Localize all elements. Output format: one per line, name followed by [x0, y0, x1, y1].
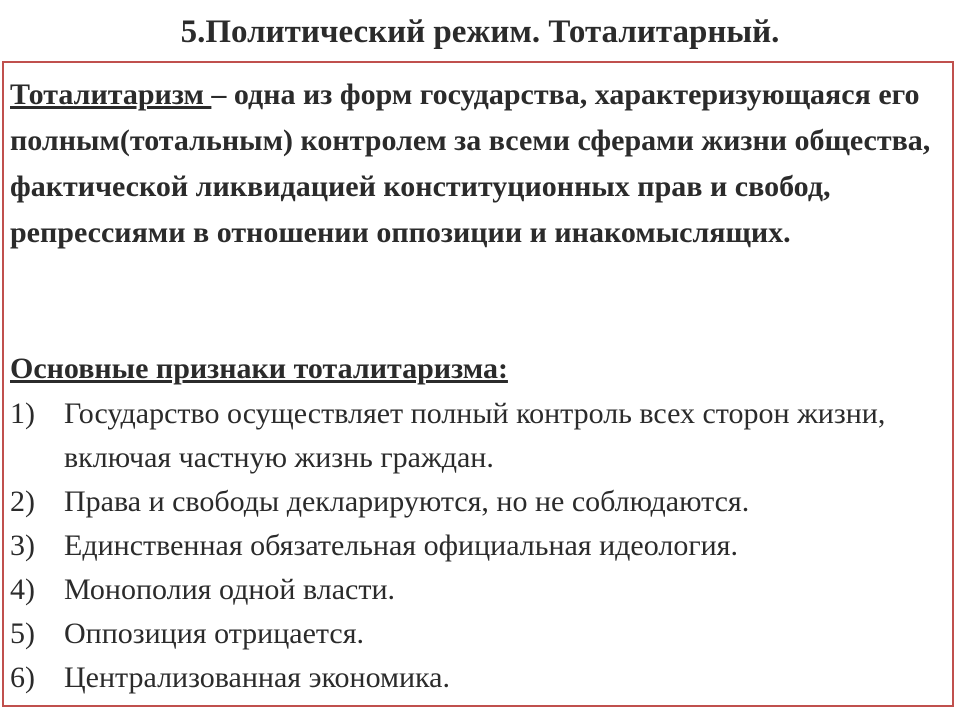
feature-item [10, 656, 940, 700]
feature-text: Государство осуществляет полный контроль всех сторон жизни, включая частную жизнь граждан. [64, 397, 886, 474]
slide-title: 5.Политический режим. Тоталитарный. [180, 14, 780, 50]
feature-text: Централизованная экономика. [64, 661, 450, 694]
feature-text: Права и свободы декларируются, но не соблюдаются. [64, 485, 750, 518]
feature-text: Оппозиция отрицается. [64, 617, 364, 650]
features-list [10, 392, 940, 700]
features-heading: Основные признаки тоталитаризма: [10, 352, 508, 385]
feature-number: 4) [10, 573, 35, 606]
feature-item [10, 480, 940, 524]
feature-item [10, 392, 940, 480]
feature-text: Единственная обязательная официальная идеология. [64, 529, 738, 562]
feature-number: 5) [10, 617, 35, 650]
definition-paragraph [10, 72, 940, 256]
definition-text: – одна из форм государства, характеризующаяся его полным(тотальным) контролем за всеми сферами жизни общества, фактической ликвидацией конституционных прав и свобод, репрессиями в отношении оппозиции и инакомыслящих. [10, 78, 931, 249]
feature-number: 3) [10, 529, 35, 562]
definition-term: Тоталитаризм [10, 78, 212, 111]
feature-item [10, 612, 940, 656]
feature-item [10, 568, 940, 612]
feature-number: 6) [10, 661, 35, 694]
feature-item [10, 524, 940, 568]
feature-number: 1) [10, 397, 35, 430]
feature-number: 2) [10, 485, 35, 518]
feature-text: Монополия одной власти. [64, 573, 396, 606]
